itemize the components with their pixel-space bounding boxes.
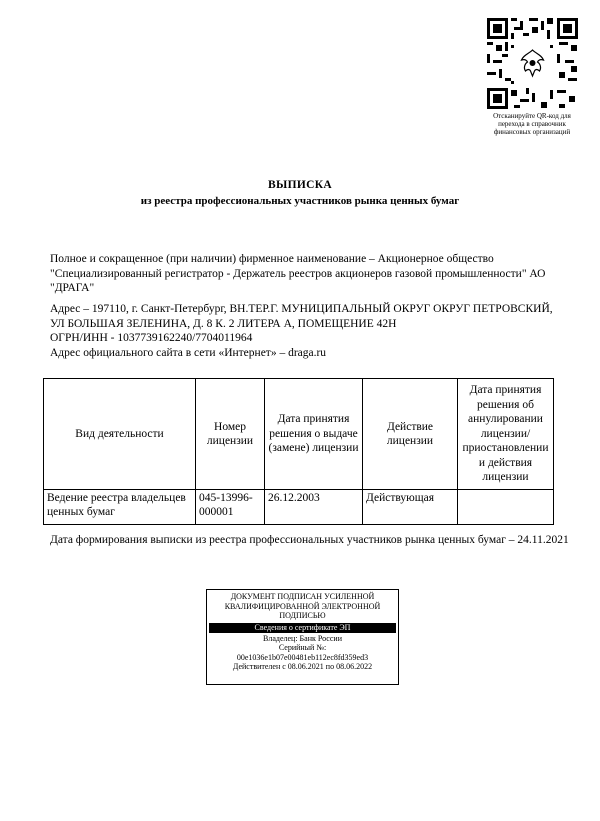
document-title: ВЫПИСКА bbox=[268, 179, 332, 191]
qr-caption: Отсканируйте QR-код для перехода в справочник финансовых организаций bbox=[493, 112, 571, 136]
header-issue-decision-date: Дата принятия решения о выдаче (замене) лицензии bbox=[265, 379, 363, 490]
address-line: Адрес – 197110, г. Санкт-Петербург, ВН.ТЕР.Г. МУНИЦИПАЛЬНЫЙ ОКРУГ ОКРУГ ПЕТРОВСКИЙ, УЛ БОЛЬШАЯ ЗЕЛЕНИНА, Д. 8 К. 2 ЛИТЕРА А, ПОМЕЩЕНИЕ 42Н bbox=[50, 303, 553, 330]
document-subtitle: из реестра профессиональных участников рынка ценных бумаг bbox=[140, 195, 460, 207]
stamp-owner: Владелец: Банк России bbox=[263, 633, 342, 643]
stamp-validity: Действителен с 08.06.2021 по 08.06.2022 bbox=[232, 662, 373, 671]
stamp-serial-label: Серийный №: bbox=[278, 643, 327, 652]
signature-stamp bbox=[206, 589, 399, 685]
cell-activity-type: Ведение реестра владельцев ценных бумаг bbox=[44, 490, 196, 525]
organization-name: Полное и сокращенное (при наличии) фирменное наименование – Акционерное общество "Специализированный регистратор - Держатель реестров акционеров газовой промышленности" АО "ДРАГА" bbox=[50, 253, 546, 294]
header-activity-type: Вид деятельности bbox=[44, 379, 196, 490]
formation-date: Дата формирования выписки из реестра профессиональных участников рынка ценных бумаг – 24.11.2021 bbox=[50, 534, 569, 546]
table-row bbox=[44, 490, 554, 525]
stamp-certificate-label: Сведения о сертификате ЭП bbox=[209, 623, 396, 633]
cell-revocation-date bbox=[458, 490, 554, 525]
cell-license-status: Действующая bbox=[363, 490, 458, 525]
qr-code-icon bbox=[487, 18, 578, 109]
header-license-number: Номер лицензии bbox=[196, 379, 265, 490]
header-license-status: Действие лицензии bbox=[363, 379, 458, 490]
cell-license-number: 045-13996-000001 bbox=[196, 490, 265, 525]
website-line: Адрес официального сайта в сети «Интернет» – draga.ru bbox=[50, 346, 327, 359]
header-revocation-date: Дата принятия решения об аннулировании лицензии/ приостановлении и действия лицензии bbox=[458, 379, 554, 490]
license-table bbox=[43, 378, 554, 525]
table-header-row bbox=[44, 379, 554, 490]
address-block bbox=[50, 302, 570, 360]
stamp-details bbox=[207, 633, 398, 672]
stamp-heading: ДОКУМЕНТ ПОДПИСАН УСИЛЕННОЙ КВАЛИФИЦИРОВАННОЙ ЭЛЕКТРОННОЙ ПОДПИСЬЮ bbox=[224, 592, 381, 620]
cell-issue-decision-date: 26.12.2003 bbox=[265, 490, 363, 525]
ogrn-inn-line: ОГРН/ИНН - 1037739162240/7704011964 bbox=[50, 332, 253, 344]
qr-code[interactable] bbox=[487, 18, 578, 109]
stamp-serial: 00e1036e1b07e00481eb112ec8fd359ed3 bbox=[236, 652, 369, 662]
